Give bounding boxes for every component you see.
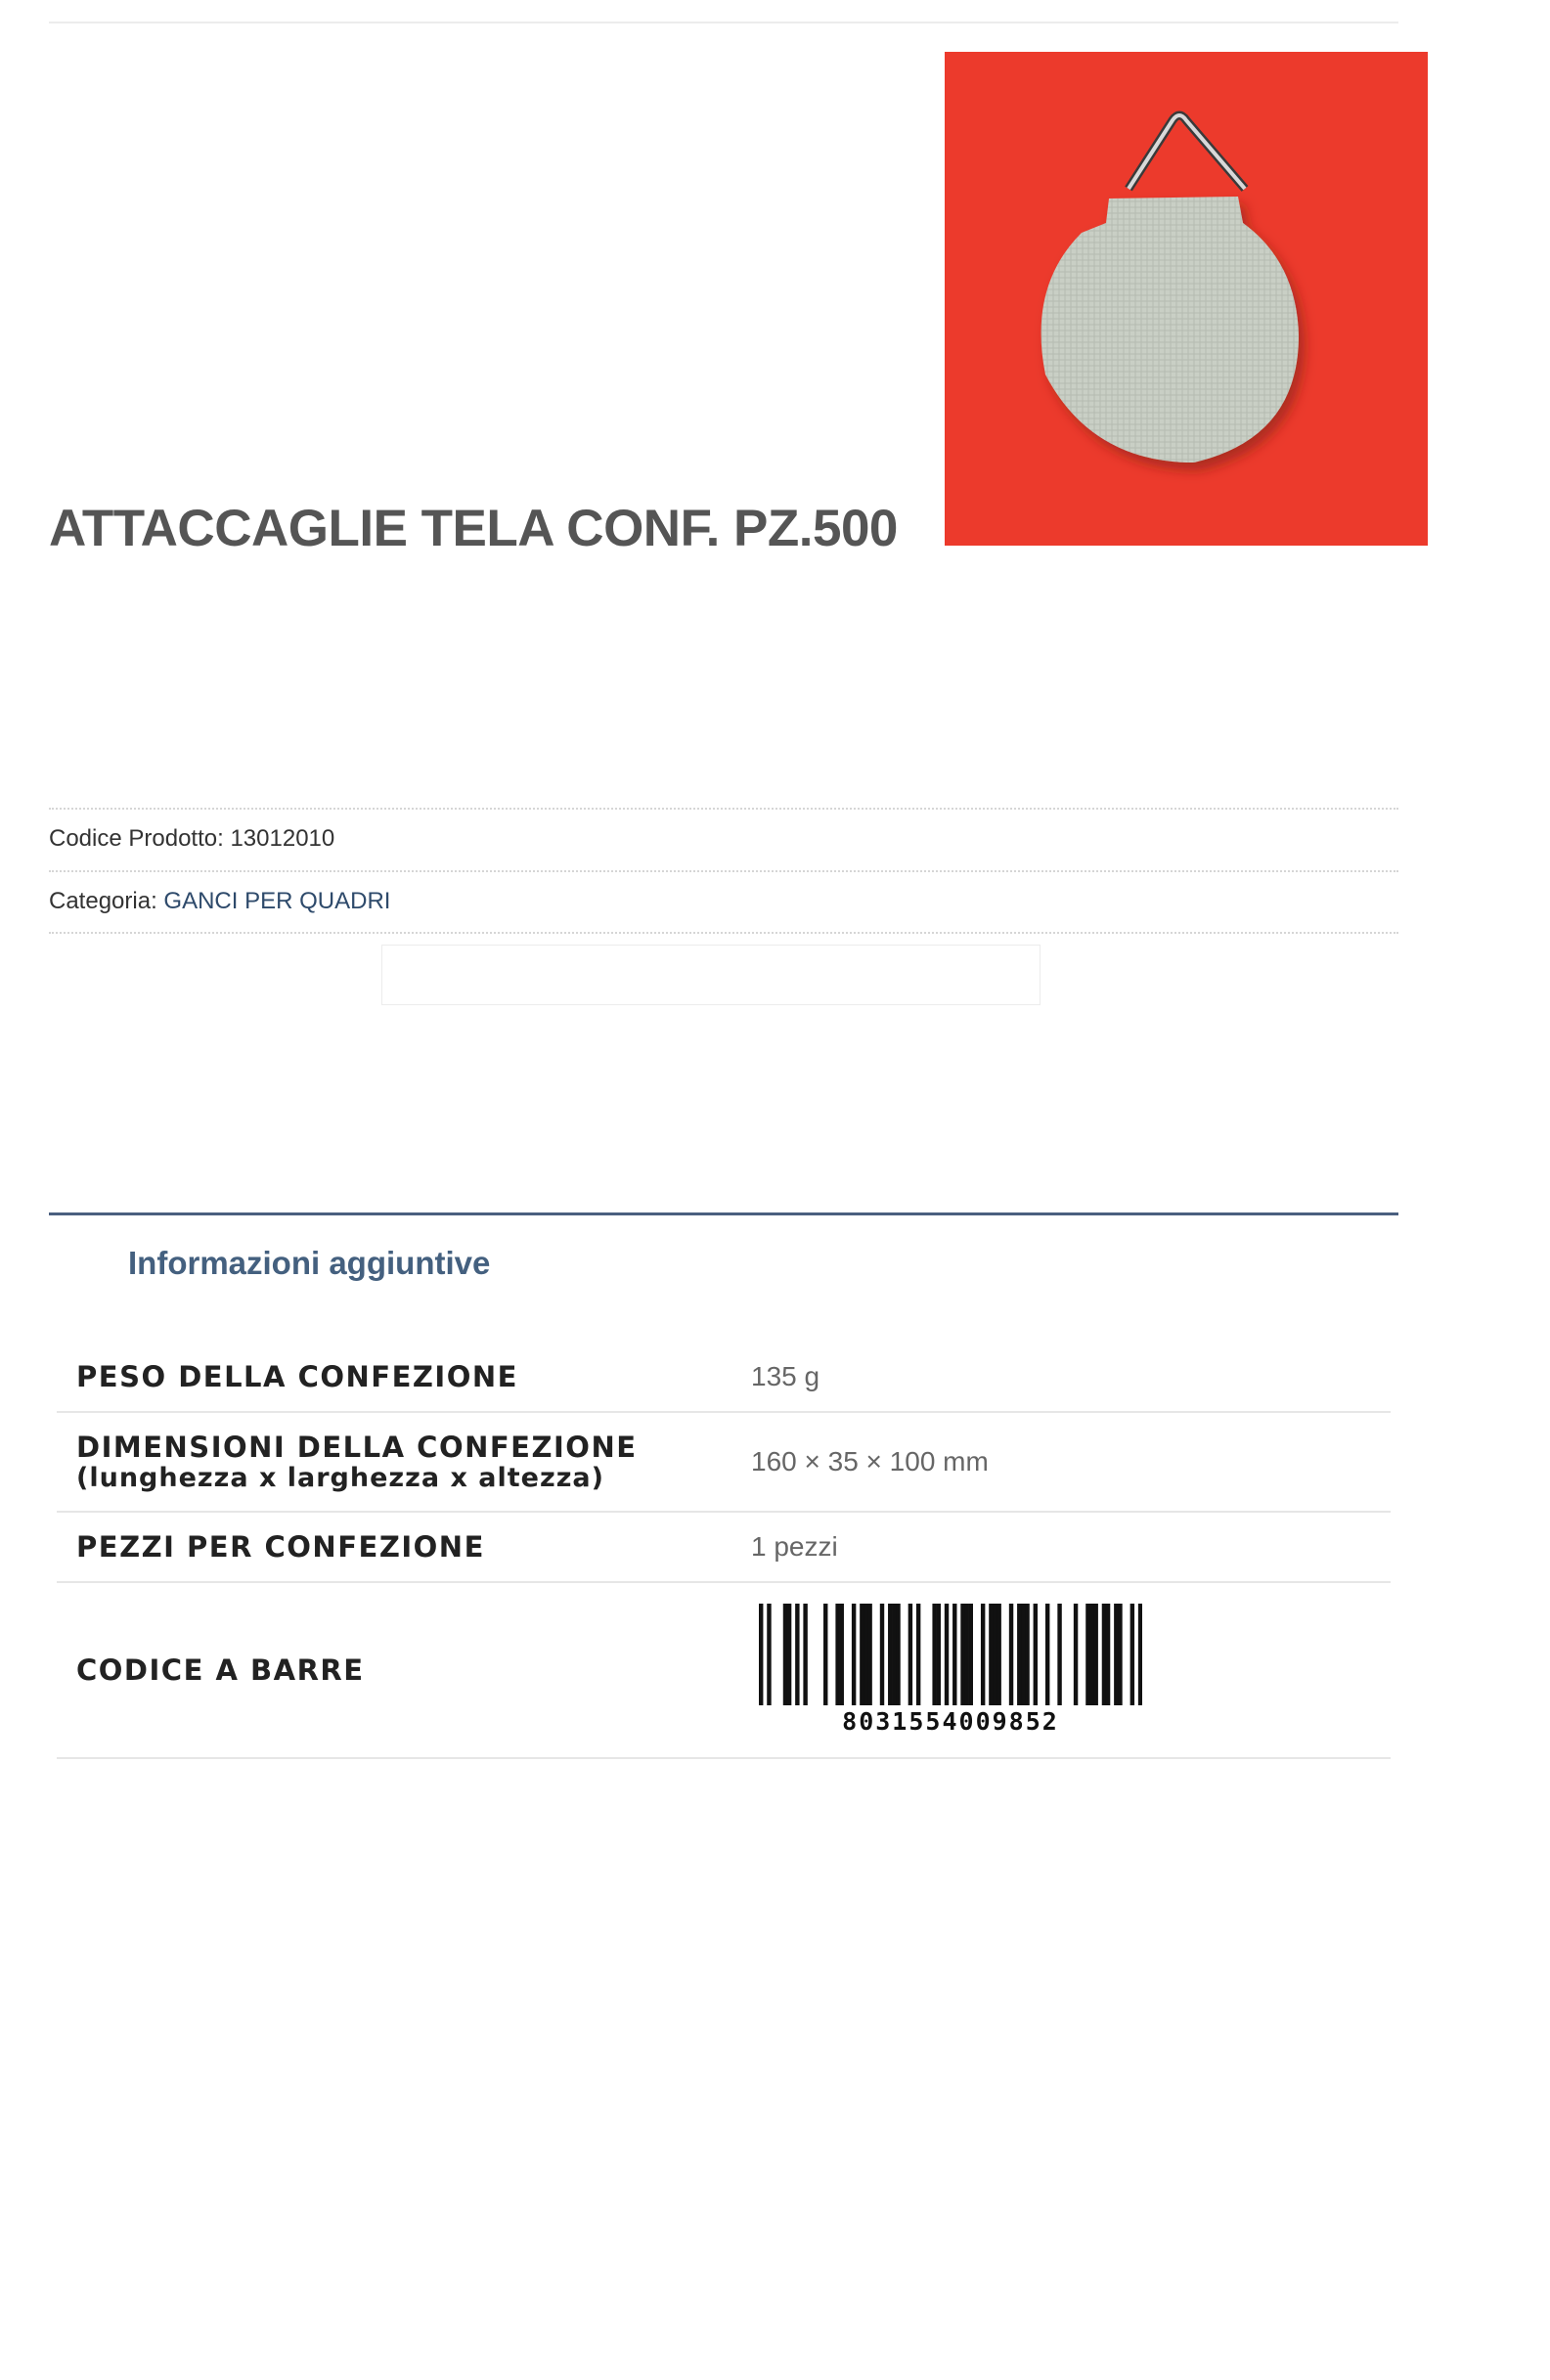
barcode-bar <box>989 1604 993 1705</box>
meta-divider <box>49 808 1398 810</box>
barcode-bar <box>945 1604 949 1705</box>
tab-additional-info[interactable]: Informazioni aggiuntive <box>128 1245 491 1281</box>
product-code <box>49 825 334 853</box>
product-code-value: 13012010 <box>230 825 335 852</box>
barcode-bar <box>1114 1604 1118 1705</box>
barcode-bar <box>795 1604 799 1705</box>
product-image[interactable] <box>945 52 1428 546</box>
barcode-bar <box>969 1604 973 1705</box>
attribute-value: 135 g <box>717 1342 1391 1412</box>
barcode-bar <box>835 1604 839 1705</box>
attribute-label-text: CODICE A BARRE <box>76 1653 365 1687</box>
attribute-label <box>57 1512 717 1582</box>
barcode-bar <box>1034 1604 1038 1705</box>
barcode-bar <box>852 1604 856 1705</box>
tab-accent-bar <box>49 1212 1398 1215</box>
barcode-bar <box>823 1604 827 1705</box>
barcode-bar <box>960 1604 964 1705</box>
barcode-bar <box>1057 1604 1061 1705</box>
barcode-bar <box>952 1604 956 1705</box>
barcode-bar <box>864 1604 867 1705</box>
barcode-bar <box>888 1604 892 1705</box>
barcode-bar <box>964 1604 968 1705</box>
barcode-bar <box>1021 1604 1025 1705</box>
attribute-value <box>717 1582 1391 1758</box>
barcode-bar <box>1106 1604 1110 1705</box>
barcode-bar <box>896 1604 900 1705</box>
barcode-bar <box>1025 1604 1029 1705</box>
barcode-bar <box>1102 1604 1106 1705</box>
attribute-label-text: DIMENSIONI DELLA CONFEZIONE <box>76 1431 638 1464</box>
table-row <box>57 1342 1391 1412</box>
barcode-bar <box>932 1604 936 1705</box>
barcode <box>751 1604 1142 1736</box>
top-divider <box>49 22 1398 23</box>
barcode-bar <box>1138 1604 1142 1705</box>
barcode-bar <box>916 1604 920 1705</box>
table-row <box>57 1512 1391 1582</box>
barcode-bars <box>759 1604 1142 1711</box>
barcode-bar <box>1118 1604 1122 1705</box>
attribute-label-text: PESO DELLA CONFEZIONE <box>76 1359 518 1393</box>
product-code-label: Codice Prodotto: <box>49 825 224 852</box>
table-row <box>57 1582 1391 1758</box>
barcode-bar <box>996 1604 1000 1705</box>
barcode-bar <box>1093 1604 1097 1705</box>
attribute-label <box>57 1342 717 1412</box>
barcode-bar <box>1045 1604 1049 1705</box>
barcode-bar <box>1074 1604 1078 1705</box>
attribute-label <box>57 1582 717 1758</box>
attribute-value: 160 × 35 × 100 mm <box>717 1412 1391 1512</box>
table-row <box>57 1412 1391 1512</box>
barcode-bar <box>840 1604 844 1705</box>
category-link[interactable]: GANCI PER QUADRI <box>163 888 391 914</box>
product-title: ATTACCAGLIE TELA CONF. PZ.500 <box>49 500 898 557</box>
barcode-bar <box>759 1604 763 1705</box>
meta-divider <box>49 870 1398 872</box>
barcode-bar <box>1017 1604 1021 1705</box>
barcode-bar <box>937 1604 941 1705</box>
hanger-illustration <box>945 52 1428 546</box>
barcode-bar <box>1089 1604 1093 1705</box>
barcode-bar <box>993 1604 996 1705</box>
barcode-bar <box>783 1604 787 1705</box>
meta-divider <box>49 932 1398 934</box>
attribute-value: 1 pezzi <box>717 1512 1391 1582</box>
barcode-bar <box>892 1604 896 1705</box>
attribute-sublabel: (lunghezza x larghezza x altezza) <box>76 1463 604 1493</box>
additional-info-table <box>57 1342 1391 1759</box>
empty-widget-box <box>381 945 1041 1005</box>
barcode-bar <box>1085 1604 1089 1705</box>
attribute-label-text: PEZZI PER CONFEZIONE <box>76 1530 485 1564</box>
barcode-bar <box>908 1604 912 1705</box>
barcode-bar <box>803 1604 807 1705</box>
barcode-number: 8031554009852 <box>842 1707 1059 1736</box>
barcode-bar <box>767 1604 771 1705</box>
barcode-bar <box>867 1604 871 1705</box>
category-label: Categoria: <box>49 888 157 914</box>
attribute-label <box>57 1412 717 1512</box>
barcode-bar <box>1130 1604 1134 1705</box>
barcode-bar <box>787 1604 791 1705</box>
barcode-bar <box>1009 1604 1013 1705</box>
product-category <box>49 888 390 915</box>
barcode-bar <box>860 1604 864 1705</box>
barcode-bar <box>981 1604 985 1705</box>
barcode-bar <box>880 1604 884 1705</box>
